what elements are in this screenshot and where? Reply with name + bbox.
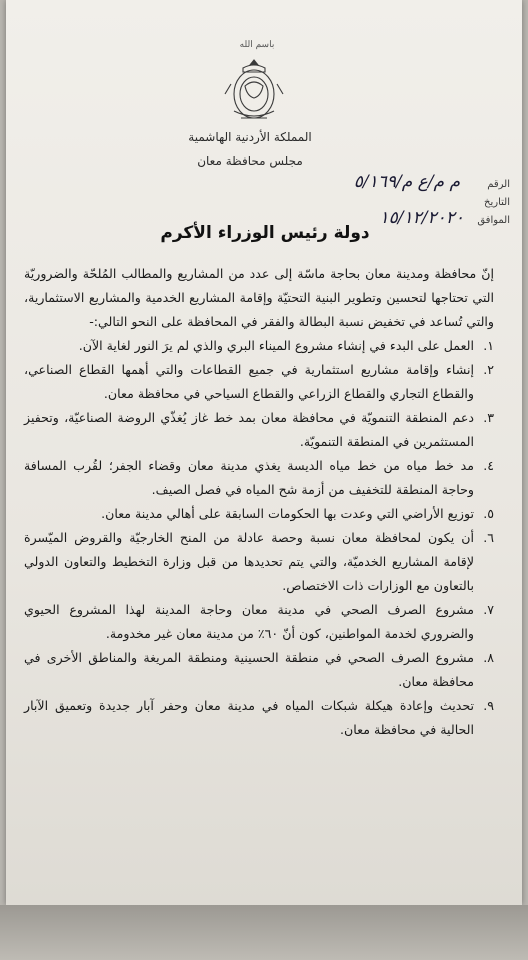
list-item: ٩. تحديث وإعادة هيكلة شبكات المياه في مدينة معان وحفر آبار جديدة وتعميق الآبار الحالية في محافظة معان. xyxy=(24,698,494,737)
letter-body xyxy=(24,262,494,742)
ref-value: م م/ع م/٥/١٦٩ xyxy=(353,172,460,192)
top-signature-mark: باسم الله xyxy=(239,40,275,50)
letterhead xyxy=(110,125,390,173)
list-item: ٢. إنشاء وإقامة مشاريع استثمارية في جميع القطاعات والتي أهمها القطاع الصناعي، والقطاع التجاري والقطاع الزراعي والقطاع السياحي في محافظة معان. xyxy=(24,362,494,401)
list-item: ٤. مد خط مياه من خط مياه الديسة يغذي مدينة معان وقضاء الجفر؛ لقُرب المسافة وحاجة المنطقة للتخفيف من أزمة شح المياه في فصل الصيف. xyxy=(24,458,494,497)
kingdom-name: المملكة الأردنية الهاشمية xyxy=(188,130,312,144)
ref-row xyxy=(190,172,510,197)
jordan-coat-of-arms-icon xyxy=(219,56,289,126)
demands-list xyxy=(24,334,494,742)
corresponding-value: ١٥/١٢/٢٠٢٠ xyxy=(379,208,464,228)
ref-label: الرقم xyxy=(487,179,510,190)
intro-paragraph: إنّ محافظة ومدينة معان بحاجة ماسّة إلى عدد من المشاريع والمطالب المُلحّة والضروريّة التي تحتاجها لتحسين وتطوير البنية التحتيّة وإقامة المشاريع الخدمية والمشاريع الاستثمارية، والتي تُساعد في تخفيض نسبة البطالة والفقر في المحافظة على النحو التالي:- xyxy=(24,266,494,329)
list-item: ١. العمل على البدء في إنشاء مشروع الميناء البري والذي لم يرَ النور لغاية الآن. xyxy=(78,338,494,353)
list-item: ٣. دعم المنطقة التنمويّة في محافظة معان بمد خط غاز يُغذّي الروضة الصناعيّة، وتحفيز المستثمرين في المنطقة التنمويّة. xyxy=(24,410,494,449)
council-name: مجلس محافظة معان xyxy=(197,154,303,168)
addressee-title: دولة رئيس الوزراء الأكرم xyxy=(160,223,370,243)
list-item: ٨. مشروع الصرف الصحي في منطقة الحسينية ومنطقة المريغة والمناطق الأخرى في محافظة معان. xyxy=(24,650,494,689)
date-label: التاريخ xyxy=(484,197,510,208)
page-shadow xyxy=(0,905,528,960)
list-item: ٦. أن يكون لمحافظة معان نسبة وحصة عادلة من المنح الخارجيّة والقروض الميّسرة لإقامة المشاريع الخدميّة، والتي يتم تحديدها من قبل وزارة التخطيط والتعاون الدولي بالتعاون مع الوزارات ذات الاختصاص. xyxy=(24,530,494,593)
corresponding-label: الموافق xyxy=(477,215,510,226)
list-item: ٥. توزيع الأراضي التي وعدت بها الحكومات السابقة على أهالي مدينة معان. xyxy=(101,506,494,521)
list-item: ٧. مشروع الصرف الصحي في مدينة معان وحاجة المدينة لهذا المشروع الحيوي والضروري لخدمة المواطنين، كون أنّ ٦٠٪ من مدينة معان غير مخدومة. xyxy=(24,602,494,641)
